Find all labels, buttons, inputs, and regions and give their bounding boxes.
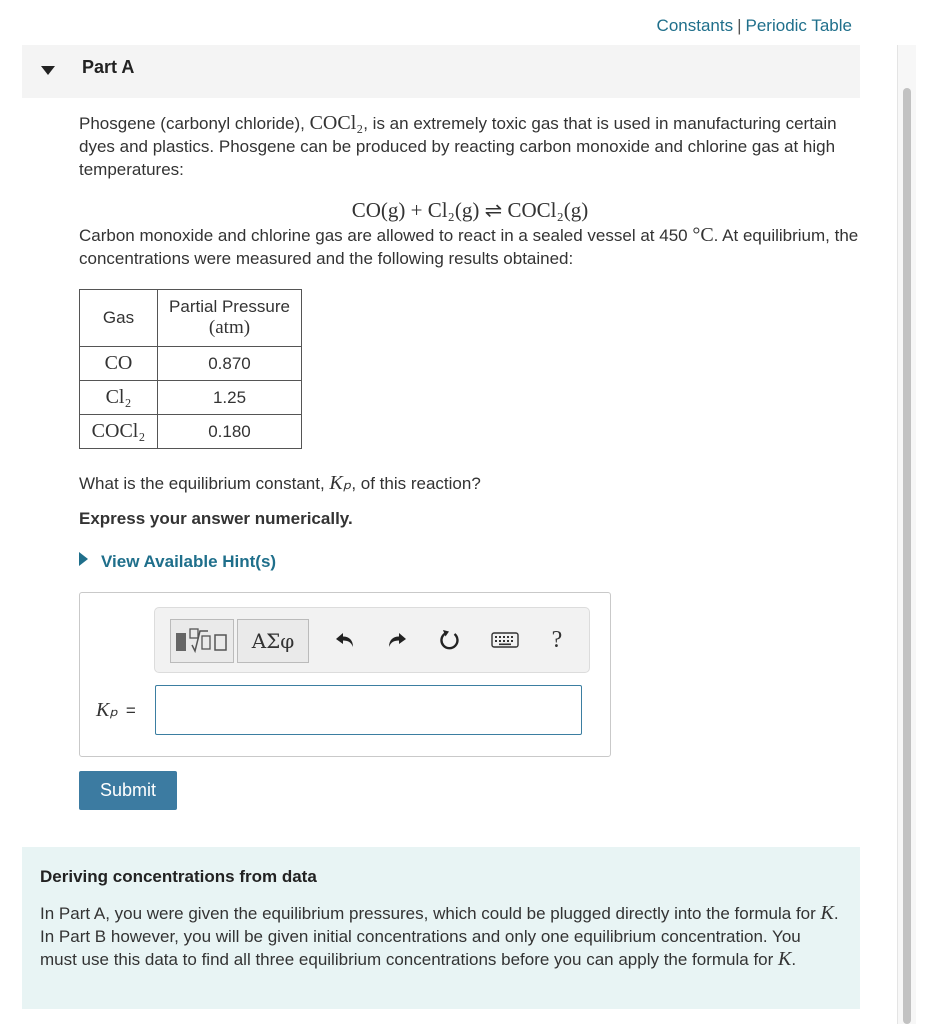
collapse-triangle-icon[interactable] — [41, 66, 55, 75]
answer-box — [79, 592, 611, 757]
question-text-end: , of this reaction? — [351, 474, 481, 493]
math-toolbar — [154, 607, 590, 673]
info-text-1: In Part A, you were given the equilibrium pressures, which could be plugged directly into the formula for — [40, 904, 821, 923]
kp-label-symbol: Kₚ — [96, 699, 118, 721]
table-row — [80, 381, 302, 415]
gas-cell: CO — [80, 347, 158, 381]
question-text-start: What is the equilibrium constant, — [79, 474, 330, 493]
info-box — [22, 847, 860, 1009]
scrollbar-thumb[interactable] — [903, 88, 911, 1024]
info-text-3: . — [791, 950, 797, 969]
table-row — [80, 347, 302, 381]
equals-sign: = — [125, 701, 136, 720]
k-symbol: K — [820, 902, 834, 924]
templates-button[interactable] — [170, 619, 234, 663]
link-separator: | — [737, 16, 742, 35]
gas-column-header: Gas — [80, 290, 158, 347]
undo-icon[interactable] — [329, 624, 361, 656]
top-links — [657, 16, 852, 36]
greek-symbols-button[interactable]: ΑΣφ — [237, 619, 309, 663]
intro-text: Phosgene (carbonyl chloride), — [79, 114, 310, 133]
pressure-cell: 0.180 — [158, 415, 302, 449]
templates-icon — [174, 626, 230, 656]
conditions-paragraph — [79, 224, 869, 270]
answer-instruction: Express your answer numerically. — [79, 509, 353, 528]
gas-cell: Cl₂ — [80, 381, 158, 415]
part-a-header[interactable] — [22, 45, 860, 98]
intro-text-rest: , is an extremely toxic gas that is used in manufacturing certain dyes and plastics. Phosgene can be produced by reacting carbon monoxide and chlorine gas at high temperatures: — [79, 114, 837, 179]
question-text — [79, 470, 481, 495]
info-body — [40, 902, 840, 971]
pressure-header-unit: (atm) — [208, 317, 251, 338]
pressure-table — [79, 289, 302, 449]
redo-icon[interactable] — [381, 624, 413, 656]
kp-label — [96, 697, 136, 722]
pressure-header-line1: Partial Pressure — [169, 297, 290, 316]
table-row — [80, 415, 302, 449]
answer-input[interactable] — [155, 685, 582, 735]
conditions-text-rest: . At equilibrium, the concentrations were measured and the following results obtained: — [79, 226, 859, 268]
k-symbol: K — [778, 948, 792, 970]
reset-icon[interactable] — [434, 624, 466, 656]
pressure-cell: 1.25 — [158, 381, 302, 415]
conditions-text: Carbon monoxide and chlorine gas are allowed to react in a sealed vessel at 450 — [79, 226, 693, 245]
info-text-2: . In Part B however, you will be given initial concentrations and only one equilibrium concentration. You must use this data to find all three equilibrium concentrations before you can apply the formula for — [40, 904, 839, 969]
submit-button[interactable]: Submit — [79, 771, 177, 810]
info-title: Deriving concentrations from data — [40, 867, 317, 886]
intro-paragraph — [79, 112, 869, 181]
expand-triangle-icon — [79, 552, 88, 566]
reaction-equation: CO(g) + Cl₂(g) ⇌ COCl₂(g) — [351, 198, 589, 222]
pressure-column-header — [158, 290, 302, 347]
hint-link-label: View Available Hint(s) — [101, 552, 277, 571]
phosgene-formula: COCl₂ — [309, 112, 364, 134]
part-title: Part A — [82, 57, 135, 77]
keyboard-icon[interactable] — [489, 624, 521, 656]
temperature-unit: °C — [692, 224, 714, 246]
table-header-row — [80, 290, 302, 347]
pressure-cell: 0.870 — [158, 347, 302, 381]
help-button[interactable]: ? — [551, 626, 563, 653]
constants-link[interactable]: Constants — [656, 16, 734, 35]
gas-cell: COCl₂ — [80, 415, 158, 449]
periodic-table-link[interactable]: Periodic Table — [745, 16, 852, 35]
kp-symbol: Kₚ — [329, 472, 352, 494]
view-hints-link[interactable] — [79, 552, 276, 572]
